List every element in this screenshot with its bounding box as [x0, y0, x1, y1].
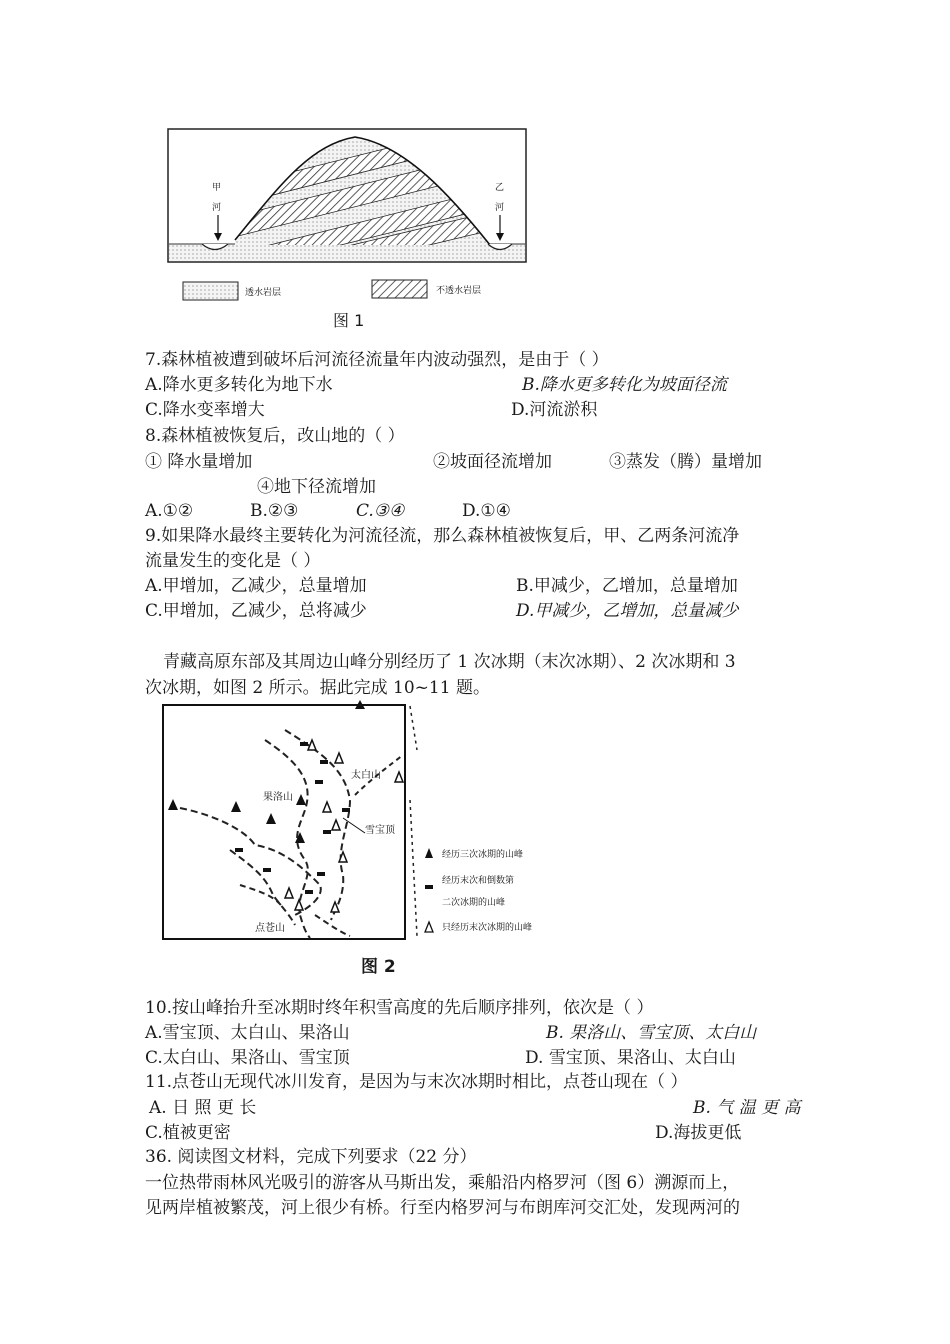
q7-option-b: B.降水更多转化为坡面径流: [522, 375, 727, 395]
figure-1-caption: 图 1: [333, 311, 365, 330]
q9-option-b: B.甲减少，乙增加，总量增加: [516, 576, 738, 596]
q36-line2: 见两岸植被繁茂，河上很少有桥。行至内格罗河与布朗库河交汇处，发现两河的: [145, 1198, 740, 1218]
q10-option-b: B. 果洛山、雪宝顶、太白山: [546, 1023, 757, 1043]
legend-impermeable-swatch: [372, 280, 427, 298]
label-guoluoshan: 果洛山: [263, 792, 293, 803]
label-jia: 甲: [212, 183, 222, 193]
q8-statement-2: ②坡面径流增加: [433, 452, 552, 472]
q8-statement-4: ④地下径流增加: [257, 477, 376, 497]
legend-last-glaciation-icon: [425, 922, 433, 932]
legend-permeable-swatch: [183, 282, 238, 300]
legend-last-glaciation-label: 只经历末次冰期的山峰: [442, 923, 533, 933]
label-diancangshan: 点苍山: [255, 923, 285, 934]
figure-1-cross-section: [160, 125, 535, 310]
legend-two-glaciation-icon: [425, 885, 433, 889]
label-yi: 乙: [495, 183, 505, 193]
q10-option-a: A.雪宝顶、太白山、果洛山: [145, 1023, 350, 1043]
q8-option-d: D.①④: [462, 501, 511, 521]
q8-statement-1: ① 降水量增加: [145, 452, 253, 472]
q9-stem-line1: 9.如果降水最终主要转化为河流径流，那么森林植被恢复后，甲、乙两条河流净: [145, 526, 740, 546]
q11-option-c: C.植被更密: [145, 1123, 231, 1143]
q9-option-c: C.甲增加，乙减少，总将减少: [145, 601, 367, 621]
q7-option-d: D.河流淤积: [511, 400, 598, 420]
q8-option-c: C.③④: [356, 501, 405, 521]
q9-option-a: A.甲增加，乙减少，总量增加: [145, 576, 367, 596]
legend-impermeable-label: 不透水岩层: [436, 286, 482, 296]
q8-option-b: B.②③: [250, 501, 299, 521]
figure-2-map: [155, 700, 565, 945]
intro-line2: 次冰期，如图 2 所示。据此完成 10~11 题。: [145, 678, 490, 698]
q8-statement-3: ③蒸发（腾）量增加: [609, 452, 762, 472]
label-xuebaoding: 雪宝顶: [365, 825, 395, 836]
q11-option-b: B. 气 温 更 高: [693, 1098, 801, 1118]
legend-three-glaciation-icon: [425, 848, 433, 858]
label-yi-he: 河: [495, 203, 505, 213]
q10-option-c: C.太白山、果洛山、雪宝顶: [145, 1048, 350, 1068]
legend-two-glaciation-label-1: 经历末次和倒数第: [442, 876, 515, 886]
q10-option-d: D. 雪宝顶、果洛山、太白山: [525, 1048, 736, 1068]
legend-three-glaciation-label: 经历三次冰期的山峰: [442, 850, 524, 860]
label-taibaishan: 太白山: [351, 770, 381, 781]
q7-option-a: A.降水更多转化为地下水: [145, 375, 333, 395]
q36-line1: 一位热带雨林风光吸引的游客从马斯出发，乘船沿内格罗河（图 6）溯源而上，: [145, 1173, 740, 1193]
q8-option-a: A.①②: [145, 501, 194, 521]
q11-stem: 11.点苍山无现代冰川发育，是因为与末次冰期时相比，点苍山现在（ ）: [145, 1072, 688, 1092]
q7-option-c: C.降水变率增大: [145, 400, 265, 420]
q7-stem: 7.森林植被遭到破坏后河流径流量年内波动强烈，是由于（ ）: [145, 350, 609, 370]
q10-stem: 10.按山峰抬升至冰期时终年积雪高度的先后顺序排列，依次是（ ）: [145, 998, 654, 1018]
legend-two-glaciation-label-2: 二次冰期的山峰: [442, 898, 506, 908]
q9-stem-line2: 流量发生的变化是（ ）: [145, 551, 321, 571]
q8-stem: 8.森林植被恢复后，改山地的（ ）: [145, 426, 405, 446]
q36-stem: 36. 阅读图文材料，完成下列要求（22 分）: [145, 1147, 477, 1167]
q11-option-a: A. 日 照 更 长: [149, 1098, 257, 1118]
intro-line1: 青藏高原东部及其周边山峰分别经历了 1 次冰期（末次冰期）、2 次冰期和 3: [163, 652, 736, 672]
q9-option-d: D.甲减少，乙增加，总量减少: [516, 601, 739, 621]
label-jia-he: 河: [212, 203, 222, 213]
figure-2-caption: 图 2: [361, 957, 396, 977]
legend-permeable-label: 透水岩层: [245, 288, 282, 298]
q11-option-d: D.海拔更低: [655, 1123, 742, 1143]
